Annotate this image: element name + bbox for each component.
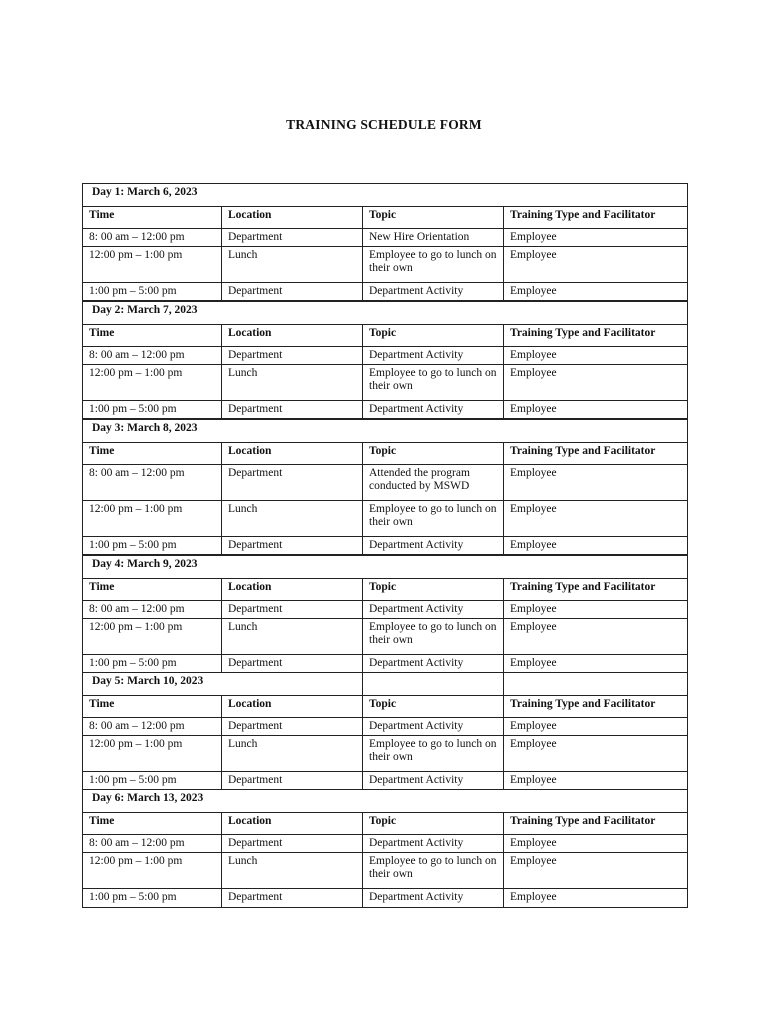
column-header-location: Location: [222, 325, 363, 347]
cell-time: 12:00 pm – 1:00 pm: [83, 736, 222, 772]
training-schedule-table: [82, 183, 688, 908]
cell-topic: Department Activity: [363, 772, 504, 790]
cell-location: Lunch: [222, 853, 363, 889]
column-header-type: Training Type and Facilitator: [504, 207, 688, 229]
cell-topic: Department Activity: [363, 835, 504, 853]
cell-location: Department: [222, 772, 363, 790]
column-header-location: Location: [222, 443, 363, 465]
day-label: Day 6: March 13, 2023: [83, 790, 688, 813]
cell-time: 12:00 pm – 1:00 pm: [83, 247, 222, 283]
cell-topic: Department Activity: [363, 283, 504, 302]
day-label: Day 2: March 7, 2023: [83, 301, 688, 325]
cell-topic: Department Activity: [363, 347, 504, 365]
column-header-time: Time: [83, 443, 222, 465]
cell-topic: Department Activity: [363, 601, 504, 619]
cell-time: 1:00 pm – 5:00 pm: [83, 889, 222, 908]
day-header-row: [83, 555, 688, 579]
cell-time: 8: 00 am – 12:00 pm: [83, 347, 222, 365]
column-header-location: Location: [222, 207, 363, 229]
cell-type: Employee: [504, 401, 688, 420]
cell-time: 12:00 pm – 1:00 pm: [83, 853, 222, 889]
table-row: [83, 718, 688, 736]
cell-location: Department: [222, 655, 363, 673]
table-row: [83, 283, 688, 302]
empty-cell: [504, 673, 688, 696]
table-row: [83, 247, 688, 283]
cell-type: Employee: [504, 772, 688, 790]
cell-type: Employee: [504, 655, 688, 673]
column-header-time: Time: [83, 696, 222, 718]
cell-type: Employee: [504, 347, 688, 365]
day-label: Day 5: March 10, 2023: [83, 673, 363, 696]
table-row: [83, 835, 688, 853]
cell-location: Department: [222, 718, 363, 736]
cell-location: Department: [222, 835, 363, 853]
table-row: [83, 401, 688, 420]
column-header-type: Training Type and Facilitator: [504, 813, 688, 835]
cell-location: Lunch: [222, 247, 363, 283]
table-row: [83, 537, 688, 556]
cell-type: Employee: [504, 247, 688, 283]
cell-time: 1:00 pm – 5:00 pm: [83, 537, 222, 556]
table-row: [83, 501, 688, 537]
column-header-topic: Topic: [363, 207, 504, 229]
cell-time: 12:00 pm – 1:00 pm: [83, 619, 222, 655]
column-header-row: [83, 579, 688, 601]
cell-time: 8: 00 am – 12:00 pm: [83, 835, 222, 853]
table-row: [83, 889, 688, 908]
day-header-row: [83, 419, 688, 443]
column-header-time: Time: [83, 813, 222, 835]
cell-topic: Employee to go to lunch on their own: [363, 736, 504, 772]
cell-topic: Department Activity: [363, 889, 504, 908]
day-header-row: [83, 673, 688, 696]
schedule-body: [83, 184, 688, 908]
column-header-type: Training Type and Facilitator: [504, 696, 688, 718]
cell-type: Employee: [504, 619, 688, 655]
table-row: [83, 229, 688, 247]
column-header-topic: Topic: [363, 443, 504, 465]
day-header-row: [83, 301, 688, 325]
column-header-time: Time: [83, 207, 222, 229]
cell-type: Employee: [504, 465, 688, 501]
table-row: [83, 347, 688, 365]
cell-time: 8: 00 am – 12:00 pm: [83, 601, 222, 619]
cell-topic: New Hire Orientation: [363, 229, 504, 247]
cell-location: Lunch: [222, 736, 363, 772]
column-header-row: [83, 325, 688, 347]
cell-type: Employee: [504, 501, 688, 537]
column-header-type: Training Type and Facilitator: [504, 325, 688, 347]
table-row: [83, 853, 688, 889]
day-header-row: [83, 790, 688, 813]
column-header-topic: Topic: [363, 579, 504, 601]
cell-topic: Department Activity: [363, 401, 504, 420]
day-label: Day 4: March 9, 2023: [83, 555, 688, 579]
column-header-row: [83, 696, 688, 718]
column-header-time: Time: [83, 579, 222, 601]
cell-topic: Attended the program conducted by MSWD: [363, 465, 504, 501]
day-header-row: [83, 184, 688, 207]
day-label: Day 1: March 6, 2023: [83, 184, 688, 207]
cell-topic: Employee to go to lunch on their own: [363, 501, 504, 537]
cell-location: Department: [222, 401, 363, 420]
cell-topic: Department Activity: [363, 537, 504, 556]
column-header-row: [83, 443, 688, 465]
cell-location: Department: [222, 229, 363, 247]
table-row: [83, 619, 688, 655]
cell-location: Department: [222, 283, 363, 302]
cell-time: 1:00 pm – 5:00 pm: [83, 772, 222, 790]
column-header-location: Location: [222, 813, 363, 835]
cell-time: 8: 00 am – 12:00 pm: [83, 465, 222, 501]
table-row: [83, 465, 688, 501]
cell-type: Employee: [504, 853, 688, 889]
column-header-type: Training Type and Facilitator: [504, 579, 688, 601]
cell-location: Department: [222, 889, 363, 908]
table-row: [83, 365, 688, 401]
column-header-row: [83, 813, 688, 835]
cell-time: 12:00 pm – 1:00 pm: [83, 501, 222, 537]
cell-type: Employee: [504, 365, 688, 401]
cell-location: Department: [222, 601, 363, 619]
cell-type: Employee: [504, 601, 688, 619]
cell-location: Lunch: [222, 501, 363, 537]
cell-type: Employee: [504, 889, 688, 908]
cell-time: 8: 00 am – 12:00 pm: [83, 718, 222, 736]
column-header-topic: Topic: [363, 813, 504, 835]
cell-location: Lunch: [222, 619, 363, 655]
cell-type: Employee: [504, 283, 688, 302]
cell-location: Department: [222, 347, 363, 365]
day-label: Day 3: March 8, 2023: [83, 419, 688, 443]
table-row: [83, 601, 688, 619]
column-header-row: [83, 207, 688, 229]
cell-location: Department: [222, 537, 363, 556]
column-header-type: Training Type and Facilitator: [504, 443, 688, 465]
cell-time: 8: 00 am – 12:00 pm: [83, 229, 222, 247]
cell-type: Employee: [504, 736, 688, 772]
table-row: [83, 772, 688, 790]
cell-time: 12:00 pm – 1:00 pm: [83, 365, 222, 401]
cell-topic: Department Activity: [363, 718, 504, 736]
cell-location: Department: [222, 465, 363, 501]
page-title: TRAINING SCHEDULE FORM: [286, 117, 482, 132]
column-header-topic: Topic: [363, 696, 504, 718]
cell-topic: Employee to go to lunch on their own: [363, 853, 504, 889]
cell-type: Employee: [504, 835, 688, 853]
column-header-location: Location: [222, 696, 363, 718]
cell-type: Employee: [504, 537, 688, 556]
cell-type: Employee: [504, 229, 688, 247]
cell-topic: Department Activity: [363, 655, 504, 673]
cell-time: 1:00 pm – 5:00 pm: [83, 283, 222, 302]
cell-time: 1:00 pm – 5:00 pm: [83, 401, 222, 420]
column-header-location: Location: [222, 579, 363, 601]
cell-type: Employee: [504, 718, 688, 736]
table-row: [83, 736, 688, 772]
empty-cell: [363, 673, 504, 696]
column-header-topic: Topic: [363, 325, 504, 347]
table-row: [83, 655, 688, 673]
cell-time: 1:00 pm – 5:00 pm: [83, 655, 222, 673]
cell-location: Lunch: [222, 365, 363, 401]
cell-topic: Employee to go to lunch on their own: [363, 619, 504, 655]
column-header-time: Time: [83, 325, 222, 347]
cell-topic: Employee to go to lunch on their own: [363, 365, 504, 401]
cell-topic: Employee to go to lunch on their own: [363, 247, 504, 283]
